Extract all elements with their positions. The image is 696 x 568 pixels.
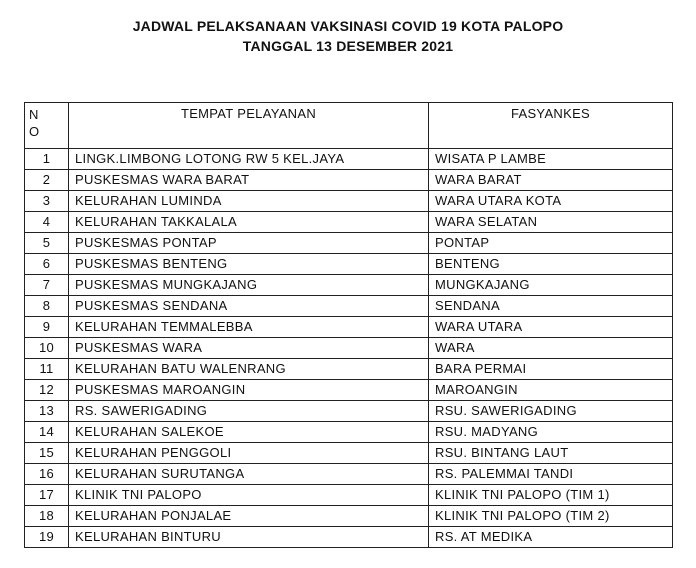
row-place: KELURAHAN BINTURU: [69, 527, 429, 548]
column-header-number: [25, 103, 69, 149]
row-place: RS. SAWERIGADING: [69, 401, 429, 422]
column-header-number-line2: O: [29, 124, 40, 139]
table-row: [25, 191, 673, 212]
row-place: PUSKESMAS PONTAP: [69, 233, 429, 254]
row-place: KELURAHAN SURUTANGA: [69, 464, 429, 485]
row-place: KELURAHAN SALEKOE: [69, 422, 429, 443]
row-number: 8: [25, 296, 69, 317]
row-place: PUSKESMAS WARA: [69, 338, 429, 359]
row-facility: MAROANGIN: [429, 380, 673, 401]
row-facility: WISATA P LAMBE: [429, 149, 673, 170]
row-facility: BENTENG: [429, 254, 673, 275]
column-header-facility: FASYANKES: [429, 103, 673, 149]
table-row: [25, 149, 673, 170]
row-place: KELURAHAN LUMINDA: [69, 191, 429, 212]
table-row: [25, 338, 673, 359]
row-facility: WARA SELATAN: [429, 212, 673, 233]
row-facility: PONTAP: [429, 233, 673, 254]
row-facility: WARA UTARA: [429, 317, 673, 338]
table-row: [25, 317, 673, 338]
table-row: [25, 233, 673, 254]
row-place: PUSKESMAS SENDANA: [69, 296, 429, 317]
row-facility: RSU. MADYANG: [429, 422, 673, 443]
row-place: KELURAHAN PONJALAE: [69, 506, 429, 527]
row-number: 18: [25, 506, 69, 527]
row-number: 19: [25, 527, 69, 548]
table-row: [25, 485, 673, 506]
table-row: [25, 380, 673, 401]
row-place: KELURAHAN BATU WALENRANG: [69, 359, 429, 380]
row-facility: KLINIK TNI PALOPO (TIM 1): [429, 485, 673, 506]
table-row: [25, 296, 673, 317]
row-number: 10: [25, 338, 69, 359]
row-facility: WARA: [429, 338, 673, 359]
row-number: 7: [25, 275, 69, 296]
row-facility: MUNGKAJANG: [429, 275, 673, 296]
row-facility: RSU. SAWERIGADING: [429, 401, 673, 422]
table-row: [25, 443, 673, 464]
row-number: 14: [25, 422, 69, 443]
table-row: [25, 275, 673, 296]
row-place: KLINIK TNI PALOPO: [69, 485, 429, 506]
row-number: 9: [25, 317, 69, 338]
row-number: 17: [25, 485, 69, 506]
document-date: TANGGAL 13 DESEMBER 2021: [242, 38, 454, 54]
row-place: KELURAHAN TAKKALALA: [69, 212, 429, 233]
row-number: 2: [25, 170, 69, 191]
table-row: [25, 464, 673, 485]
column-header-number-line1: N: [29, 107, 39, 122]
row-number: 11: [25, 359, 69, 380]
table-header-row: [25, 103, 673, 149]
table-row: [25, 422, 673, 443]
row-facility: RSU. BINTANG LAUT: [429, 443, 673, 464]
row-number: 5: [25, 233, 69, 254]
row-place: PUSKESMAS BENTENG: [69, 254, 429, 275]
row-place: KELURAHAN TEMMALEBBA: [69, 317, 429, 338]
row-place: PUSKESMAS MAROANGIN: [69, 380, 429, 401]
row-facility: RS. AT MEDIKA: [429, 527, 673, 548]
table-row: [25, 170, 673, 191]
table-row: [25, 527, 673, 548]
row-number: 4: [25, 212, 69, 233]
row-facility: SENDANA: [429, 296, 673, 317]
row-place: PUSKESMAS WARA BARAT: [69, 170, 429, 191]
row-place: PUSKESMAS MUNGKAJANG: [69, 275, 429, 296]
row-facility: RS. PALEMMAI TANDI: [429, 464, 673, 485]
table-row: [25, 359, 673, 380]
row-number: 6: [25, 254, 69, 275]
row-number: 12: [25, 380, 69, 401]
table-row: [25, 401, 673, 422]
row-number: 13: [25, 401, 69, 422]
row-number: 15: [25, 443, 69, 464]
row-facility: BARA PERMAI: [429, 359, 673, 380]
row-facility: KLINIK TNI PALOPO (TIM 2): [429, 506, 673, 527]
table-row: [25, 506, 673, 527]
document-title: JADWAL PELAKSANAAN VAKSINASI COVID 19 KOTA PALOPO: [132, 18, 564, 34]
row-number: 16: [25, 464, 69, 485]
row-place: LINGK.LIMBONG LOTONG RW 5 KEL.JAYA: [69, 149, 429, 170]
table-body: [25, 149, 673, 548]
column-header-place: TEMPAT PELAYANAN: [69, 103, 429, 149]
row-facility: WARA UTARA KOTA: [429, 191, 673, 212]
row-place: KELURAHAN PENGGOLI: [69, 443, 429, 464]
table-row: [25, 254, 673, 275]
vaccination-schedule-table: [24, 102, 673, 548]
table-row: [25, 212, 673, 233]
row-number: 1: [25, 149, 69, 170]
row-facility: WARA BARAT: [429, 170, 673, 191]
row-number: 3: [25, 191, 69, 212]
